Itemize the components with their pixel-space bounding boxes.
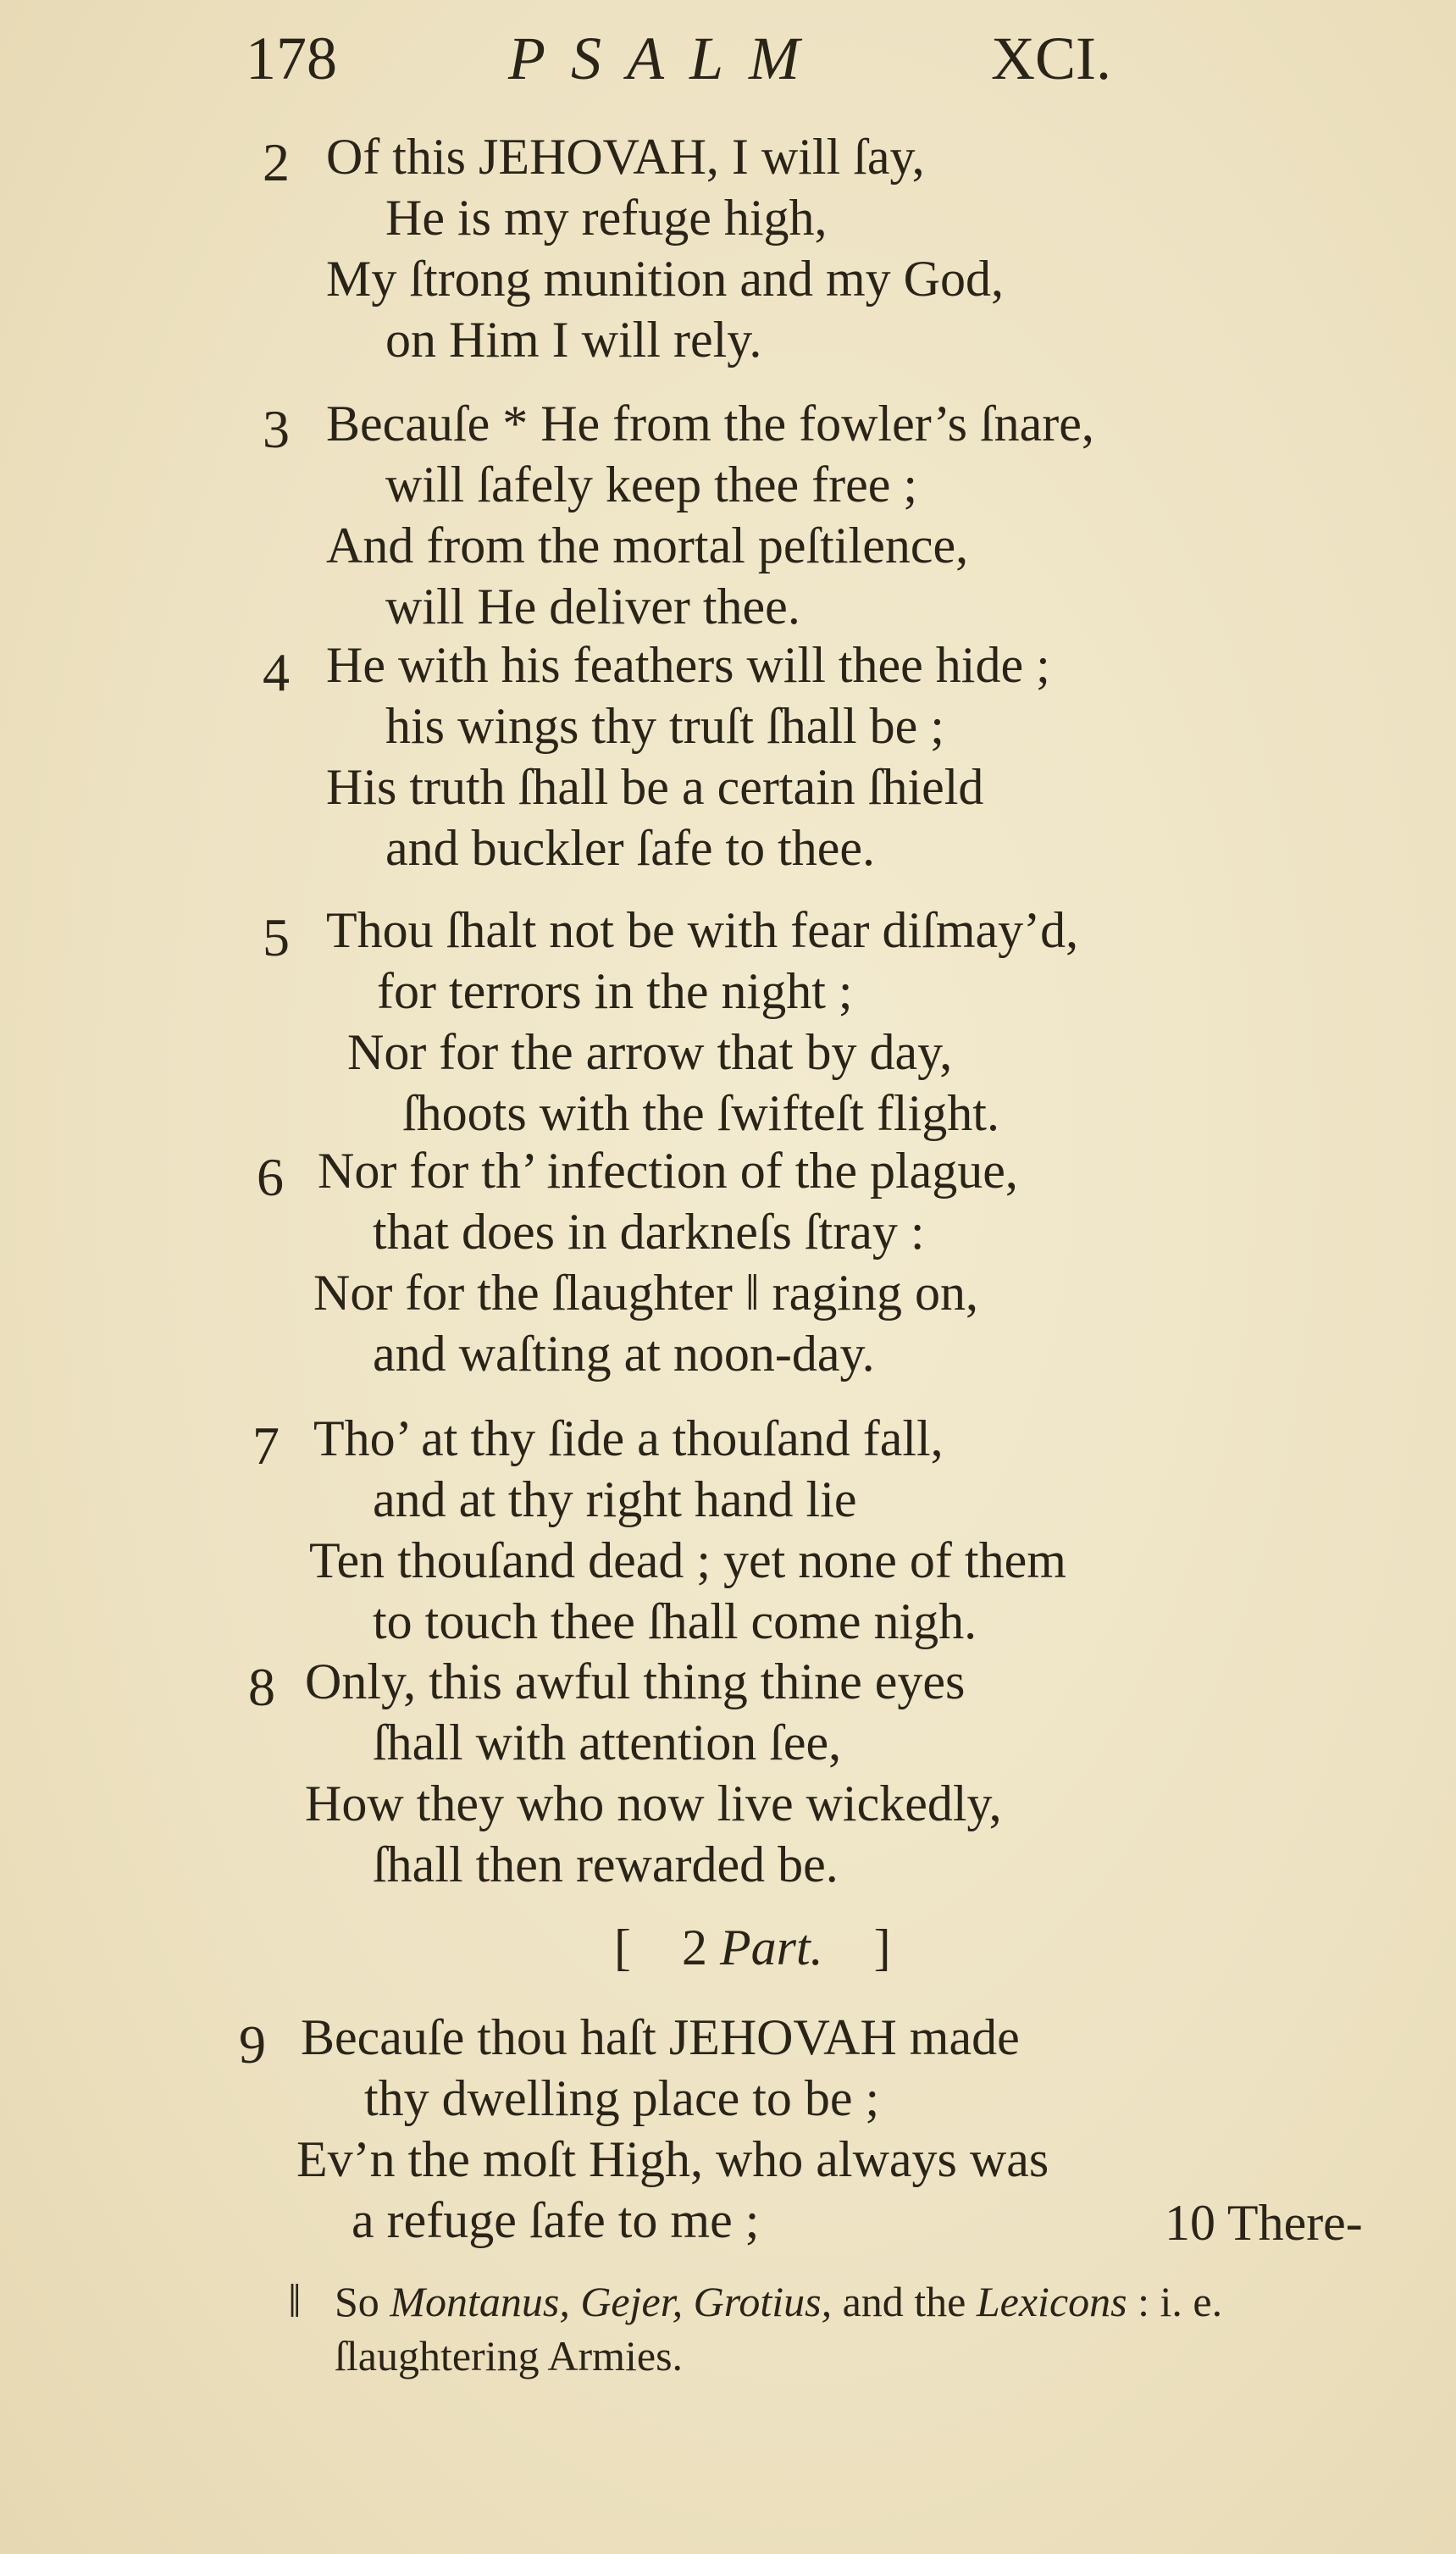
verse-number: 2: [263, 132, 290, 192]
part-label: Part.: [719, 1920, 823, 1975]
page-header: [246, 24, 1152, 108]
verse-line: He is my refuge high,: [385, 190, 828, 246]
footnote-mark: ‖: [288, 2275, 302, 2328]
verse-line: Ten thouſand dead ; yet none of them: [309, 1532, 1066, 1588]
verse-line: My ſtrong munition and my God,: [326, 251, 1004, 307]
verse-line: and buckler ſafe to thee.: [385, 820, 876, 876]
verse-number: 8: [248, 1657, 275, 1717]
verse-line: thy dwelling place to be ;: [364, 2070, 880, 2126]
footnote-and-the: and the: [842, 2278, 966, 2325]
verse-line: for terrors in the night ;: [377, 963, 853, 1019]
part-bracket-close: ]: [873, 1920, 891, 1975]
verse-line: a refuge ſafe to me ;: [352, 2192, 760, 2248]
part-heading: [614, 1919, 891, 1977]
verse-number: 4: [263, 642, 290, 702]
verse-number: 3: [263, 399, 290, 459]
verse-line: ſhall with attention ſee,: [373, 1715, 842, 1770]
verse-line: Becauſe * He from the fowler’s ſnare,: [326, 396, 1094, 452]
psalm-number: XCI.: [991, 25, 1111, 92]
verse-line: Tho’ at thy ſide a thouſand fall,: [313, 1410, 944, 1466]
verse-line: and waſting at noon-day.: [373, 1326, 875, 1382]
footnote-line-2: ſlaughtering Armies.: [335, 2332, 684, 2379]
verse-line: ſhall then rewarded be.: [373, 1837, 839, 1892]
page-number: 178: [246, 25, 337, 92]
verse-line: How they who now live wickedly,: [305, 1776, 1002, 1831]
verse-line: His truth ſhall be a certain ſhield: [326, 759, 984, 815]
verse-number: 7: [252, 1416, 280, 1476]
part-number: 2: [681, 1920, 707, 1975]
footnote-so: So: [335, 2278, 379, 2325]
verse-line: on Him I will rely.: [385, 312, 762, 368]
verse-line: will ſafely keep thee free ;: [385, 457, 918, 512]
verse-line: Of this JEHOVAH, I will ſay,: [326, 129, 925, 185]
part-bracket-open: [: [614, 1920, 631, 1975]
verse-number: 5: [263, 907, 290, 967]
footnote-line-1: [335, 2277, 1222, 2326]
verse-line: Becauſe thou haſt JEHOVAH made: [301, 2009, 1020, 2065]
verse-line: Nor for the arrow that by day,: [347, 1024, 953, 1080]
footnote-lexicons: Lexicons: [976, 2278, 1127, 2325]
verse-line: Thou ſhalt not be with fear diſmay’d,: [326, 902, 1079, 958]
footnote-ie: : i. e.: [1138, 2278, 1223, 2325]
verse-number: 6: [257, 1147, 284, 1207]
running-title: PSALM: [508, 25, 825, 92]
verse-line: that does in darkneſs ſtray :: [373, 1204, 925, 1260]
verse-line: will He deliver thee.: [385, 579, 800, 634]
verse-line: Nor for the ſlaughter ‖ raging on,: [313, 1265, 978, 1321]
verse-line: Ev’n the moſt High, who always was: [296, 2131, 1049, 2187]
verse-line: Only, this awful thing thine eyes: [305, 1654, 966, 1709]
verse-number: 9: [239, 2014, 266, 2075]
verse-line: ſhoots with the ſwifteſt flight.: [402, 1085, 999, 1141]
verse-line: and at thy right hand lie: [373, 1471, 857, 1527]
verse-line: He with his feathers will thee hide ;: [326, 637, 1050, 693]
verse-line: his wings thy truſt ſhall be ;: [385, 698, 944, 754]
catchword: 10 There-: [1165, 2195, 1363, 2251]
footnote-names: Montanus, Gejer, Grotius,: [390, 2278, 833, 2325]
verse-line: to touch thee ſhall come nigh.: [373, 1593, 977, 1649]
verse-line: And from the mortal peſtilence,: [326, 518, 969, 573]
verse-line: Nor for th’ infection of the plague,: [318, 1143, 1018, 1199]
